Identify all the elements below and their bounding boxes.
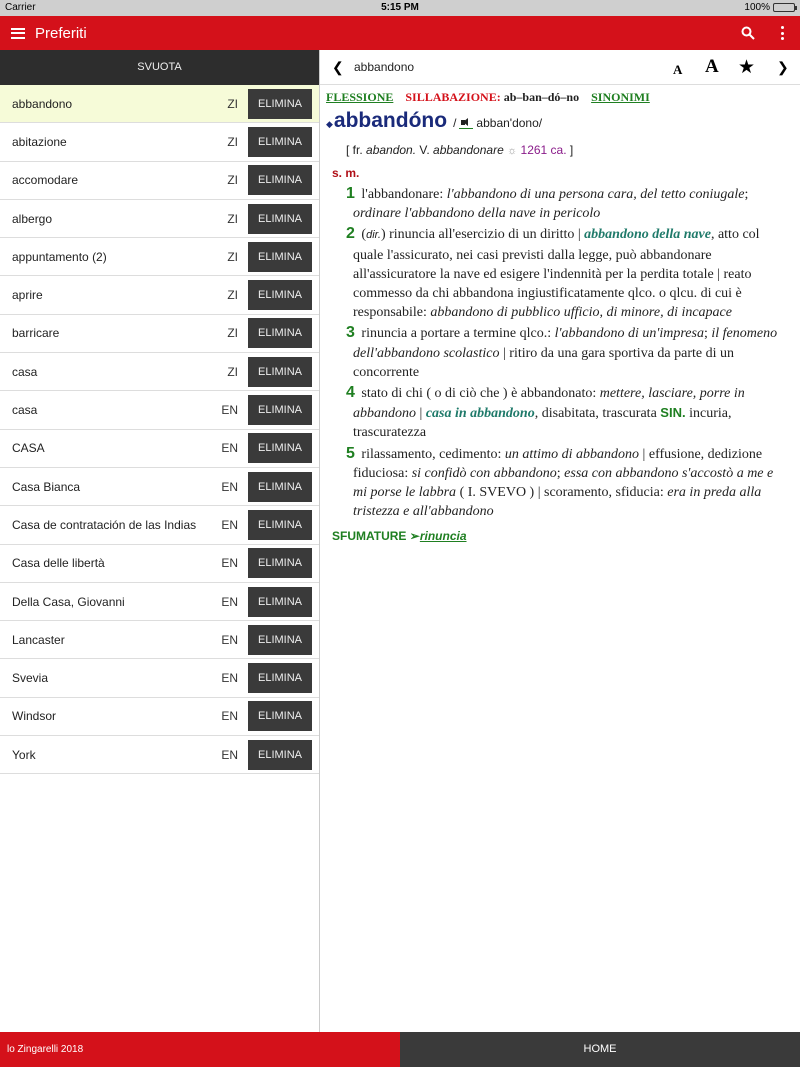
favorite-word: casa xyxy=(12,364,38,379)
list-item[interactable] xyxy=(0,353,319,391)
dictionary-code: EN xyxy=(221,594,238,609)
etym-close: ] xyxy=(569,143,574,157)
synonym-marker: SIN. xyxy=(660,405,686,421)
favorites-panel xyxy=(0,50,320,1032)
favorite-word: barricare xyxy=(12,326,60,341)
favorite-word: abitazione xyxy=(12,134,67,149)
dictionary-code: ZI xyxy=(227,364,238,379)
dictionary-code: EN xyxy=(221,671,238,686)
pronunciation xyxy=(453,116,542,130)
battery-indicator xyxy=(744,2,795,13)
sense-text: ; xyxy=(744,187,749,202)
tab-flessione[interactable]: FLESSIONE xyxy=(326,90,394,104)
dictionary-code: ZI xyxy=(227,249,238,264)
dictionary-code: ZI xyxy=(227,134,238,149)
dictionary-code: EN xyxy=(221,403,238,418)
sense-number: 4 xyxy=(346,384,355,402)
delete-button[interactable]: ELIMINA xyxy=(248,433,312,463)
etym-see: V. xyxy=(419,143,430,157)
delete-button[interactable]: ELIMINA xyxy=(248,204,312,234)
sense-example: il fenomeno dell'abbandono scolastico xyxy=(353,326,778,361)
sense-phrase: abbandono della nave xyxy=(584,227,711,243)
favorite-word: abbandono xyxy=(12,96,73,111)
sense-number: 3 xyxy=(346,324,355,342)
sense-text: ; xyxy=(556,465,561,481)
syllabation-label: SILLABAZIONE: xyxy=(405,90,501,104)
dictionary-code: EN xyxy=(221,747,238,762)
battery-percent: 100% xyxy=(744,2,770,13)
sense-text: rinuncia all'esercizio di un diritto | xyxy=(389,227,581,243)
list-item[interactable] xyxy=(0,276,319,314)
list-item[interactable] xyxy=(0,659,319,697)
clock: 5:15 PM xyxy=(381,2,419,13)
sfumature xyxy=(332,529,788,543)
page-title: Preferiti xyxy=(35,24,87,42)
sense-text: | ritiro da una gara sportiva da parte di un concorrente xyxy=(353,345,734,380)
dictionary-code: ZI xyxy=(227,96,238,111)
more-options-icon[interactable] xyxy=(781,26,785,40)
sense-text: rinuncia a portare a termine qlco.: xyxy=(361,326,552,342)
etym-ref[interactable]: abbandonare xyxy=(433,143,504,157)
delete-button[interactable]: ELIMINA xyxy=(248,625,312,655)
entry-toolbar xyxy=(320,50,800,85)
hamburger-menu-icon[interactable] xyxy=(11,28,25,39)
list-item[interactable] xyxy=(0,430,319,468)
sense-phrase: casa in abbandono xyxy=(425,406,535,422)
dictionary-code: EN xyxy=(221,556,238,571)
list-item[interactable] xyxy=(0,698,319,736)
list-item[interactable] xyxy=(0,545,319,583)
chevron-left-icon[interactable]: ❮ xyxy=(332,59,344,75)
sun-icon: ☼ xyxy=(507,145,518,157)
sense xyxy=(346,184,788,223)
delete-button[interactable]: ELIMINA xyxy=(248,89,312,119)
list-item[interactable] xyxy=(0,315,319,353)
star-icon[interactable]: ★ xyxy=(738,57,756,78)
list-item[interactable] xyxy=(0,391,319,429)
sfumature-link[interactable]: rinuncia xyxy=(419,529,467,544)
sense xyxy=(346,323,788,382)
delete-button[interactable]: ELIMINA xyxy=(248,587,312,617)
pron-text: abban'dono/ xyxy=(476,116,543,130)
sense-text: | xyxy=(419,406,423,422)
arrow-icon: ➢ xyxy=(409,529,420,544)
delete-button[interactable]: ELIMINA xyxy=(248,740,312,770)
sense xyxy=(346,444,788,522)
chevron-right-icon[interactable]: ❯ xyxy=(777,59,789,75)
part-of-speech: s. m. xyxy=(332,166,360,180)
sense-text: l'abbandonare: xyxy=(361,187,444,202)
sense-example: si confidò con abbandono xyxy=(411,465,557,481)
sense-number: 2 xyxy=(346,225,355,243)
delete-button[interactable]: ELIMINA xyxy=(248,472,312,502)
sfumature-label: SFUMATURE xyxy=(332,529,407,544)
list-item[interactable] xyxy=(0,468,319,506)
delete-button[interactable]: ELIMINA xyxy=(248,242,312,272)
delete-button[interactable]: ELIMINA xyxy=(248,395,312,425)
home-button[interactable]: HOME xyxy=(400,1032,800,1067)
speaker-icon[interactable] xyxy=(459,118,473,129)
syllabation-value: ab–ban–dó–no xyxy=(503,90,580,104)
sense-text: , disabitata, trascurata xyxy=(534,406,657,422)
dictionary-code: ZI xyxy=(227,173,238,188)
delete-button[interactable]: ELIMINA xyxy=(248,280,312,310)
dictionary-code: ZI xyxy=(227,211,238,226)
favorite-word: Casa de contratación de las Indias xyxy=(12,517,197,532)
battery-icon xyxy=(773,3,795,12)
dictionary-code: ZI xyxy=(227,288,238,303)
delete-button[interactable]: ELIMINA xyxy=(248,548,312,578)
sense-text: , atto col quale l'assicurato, nei casi previsti dalla legge, può abbandonare all'assicuratore la nave ed esigere l'indennità per la perdita totale | reato commesso da chi abbandona ingiustificatamente qlco. o qlcu. di cui è responsabile: xyxy=(353,227,760,321)
search-icon[interactable] xyxy=(741,26,755,40)
favorite-word: Casa Bianca xyxy=(12,479,81,494)
dictionary-code: EN xyxy=(221,632,238,647)
senses xyxy=(346,184,788,521)
sense-example: un attimo di abbandono xyxy=(504,446,640,462)
favorites-list xyxy=(0,85,319,774)
delete-button[interactable]: ELIMINA xyxy=(248,318,312,348)
dictionary-code: ZI xyxy=(227,326,238,341)
lemma: abbandóno xyxy=(333,109,448,132)
delete-button[interactable]: ELIMINA xyxy=(248,510,312,540)
etymology xyxy=(346,143,788,157)
sense-text: ( I. SVEVO ) | scoramento, sfiducia: xyxy=(459,485,664,501)
sense: 2 (dir.) rinuncia all'esercizio di un diritto | abbandono della nave, atto col quale l'assicurato, nei casi previsti dalla legge, può abbandonare all'assicuratore la nave ed esigere l'indennità per la perdita totale | reato commesso da chi abbandona ingiustificatamente qlco. o qlcu. di cui è responsabile: abbandono di pubblico ufficio, di minore, di incapace xyxy=(346,225,760,321)
favorite-word: Svevia xyxy=(12,671,49,686)
sense xyxy=(346,383,788,443)
favorite-word: Della Casa, Giovanni xyxy=(12,594,125,609)
favorite-word: aprire xyxy=(12,288,43,303)
sense-example: ordinare l'abbandono della nave in pericolo xyxy=(353,206,601,222)
sense-domain-label: dir. xyxy=(366,229,381,242)
dictionary-code: EN xyxy=(221,441,238,456)
current-entry-word: abbandono xyxy=(354,60,415,74)
etym-source-word: abandon. xyxy=(366,143,417,157)
dictionary-entry xyxy=(320,86,800,1032)
clear-all-button[interactable]: SVUOTA xyxy=(0,50,319,85)
decrease-font-button[interactable]: A xyxy=(673,62,683,77)
list-item[interactable] xyxy=(0,583,319,621)
sense-example: abbandono di pubblico ufficio, di minore, di incapace xyxy=(430,305,732,321)
list-item[interactable] xyxy=(0,238,319,276)
app-bar xyxy=(0,16,800,50)
etym-date: 1261 ca. xyxy=(520,143,567,157)
syllabation xyxy=(405,90,579,105)
dictionary-code: EN xyxy=(221,517,238,532)
sense-example: essa con abbandono s'accostò a me e mi porse le labbra xyxy=(353,465,774,501)
delete-button[interactable]: ELIMINA xyxy=(248,663,312,693)
favorite-word: York xyxy=(12,747,36,762)
list-item[interactable] xyxy=(0,123,319,161)
dictionary-code: EN xyxy=(221,709,238,724)
list-item[interactable] xyxy=(0,506,319,544)
sense-number: 5 xyxy=(346,444,355,462)
sense-example: l'abbandono di un'impresa xyxy=(554,326,704,342)
pron-prefix: / xyxy=(453,116,457,130)
favorite-word: appuntamento (2) xyxy=(12,249,107,264)
sense-text: incuria, trascuratezza xyxy=(353,406,732,441)
sense-example: mettere, lasciare, porre in abbandono xyxy=(353,386,745,422)
list-item[interactable] xyxy=(0,621,319,659)
favorite-word: Windsor xyxy=(12,709,57,724)
etym-open: [ fr. xyxy=(346,143,363,157)
carrier-label: Carrier xyxy=(5,2,36,13)
favorite-word: Casa delle libertà xyxy=(12,556,105,571)
favorite-word: casa xyxy=(12,403,38,418)
dictionary-code: EN xyxy=(221,479,238,494)
favorite-word: albergo xyxy=(12,211,53,226)
favorite-word: CASA xyxy=(12,441,45,456)
sense-example: era in preda alla tristezza e all'abbandono xyxy=(353,485,762,520)
tab-sinonimi[interactable]: SINONIMI xyxy=(591,90,650,104)
sense-text: ; xyxy=(703,326,708,342)
sense-text: stato di chi ( o di ciò che ) è abbandonato: xyxy=(361,386,597,402)
list-item[interactable] xyxy=(0,162,319,200)
status-bar xyxy=(0,0,800,16)
delete-button[interactable]: ELIMINA xyxy=(248,357,312,387)
entry-headline xyxy=(326,109,788,133)
favorite-word: Lancaster xyxy=(12,632,65,647)
list-item[interactable] xyxy=(0,200,319,238)
sense-text: rilassamento, cedimento: xyxy=(361,446,502,462)
delete-button[interactable]: ELIMINA xyxy=(248,127,312,157)
sense-example: l'abbandono di una persona cara, del tetto coniugale xyxy=(446,187,745,202)
list-item[interactable] xyxy=(0,85,319,123)
entry-tabs xyxy=(326,90,788,105)
sense-number: 1 xyxy=(346,185,355,202)
sense-text: | effusione, dedizione fiduciosa: xyxy=(353,446,763,481)
app-brand: lo Zingarelli 2018 xyxy=(0,1032,400,1067)
favorite-word: accomodare xyxy=(12,173,79,188)
delete-button[interactable]: ELIMINA xyxy=(248,165,312,195)
diamond-icon: ◆ xyxy=(326,119,333,129)
increase-font-button[interactable]: A xyxy=(705,56,719,77)
list-item[interactable] xyxy=(0,736,319,774)
delete-button[interactable]: ELIMINA xyxy=(248,701,312,731)
